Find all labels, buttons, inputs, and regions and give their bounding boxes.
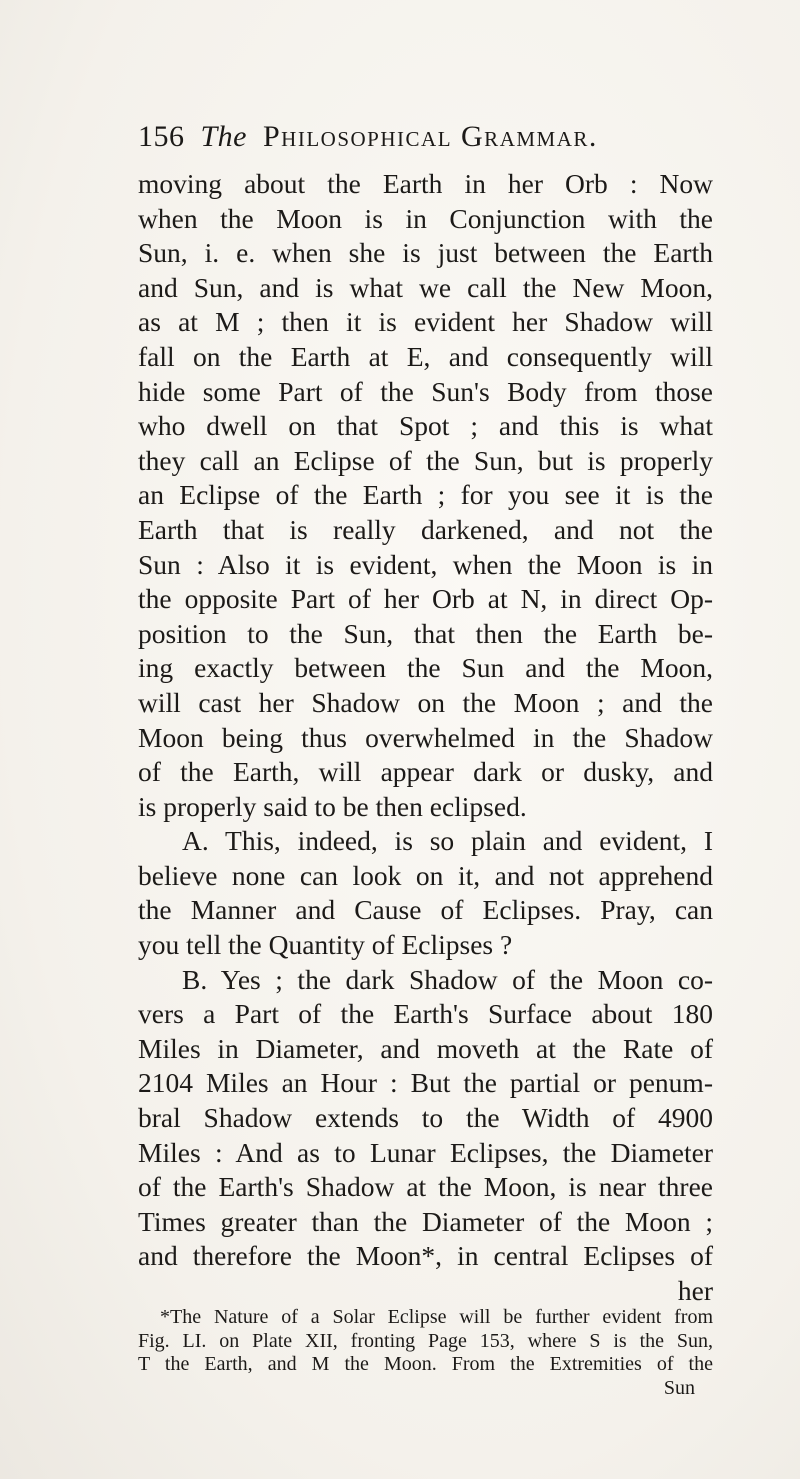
text-line: when the Moon is in Conjunction with the (138, 202, 713, 234)
text-line: the opposite Part of her Orb at N, in direct Op- (138, 583, 713, 615)
text-line: Sun : Also it is evident, when the Moon is in (138, 548, 713, 580)
text-line: Miles : And as to Lunar Eclipses, the Diameter (138, 1136, 713, 1168)
text-line: and Sun, and is what we call the New Moon, (138, 271, 713, 303)
text-line: the Manner and Cause of Eclipses. Pray, can (138, 894, 713, 926)
text-line: fall on the Earth at E, and consequently will (138, 340, 713, 372)
text-line: who dwell on that Spot ; and this is what (138, 410, 713, 442)
text-line: and therefore the Moon*, in central Eclipses of (138, 1240, 713, 1272)
text-line: position to the Sun, that then the Earth be- (138, 617, 713, 649)
footnote (138, 1306, 713, 1401)
text-line: Sun, i. e. when she is just between the Earth (138, 237, 713, 269)
text-line: Miles in Diameter, and moveth at the Rate of (138, 1032, 713, 1064)
text-line: Earth that is really darkened, and not the (138, 513, 713, 545)
text-line: as at M ; then it is evident her Shadow will (138, 306, 713, 338)
text-line: of the Earth's Shadow at the Moon, is near three (138, 1171, 713, 1203)
text-line: an Eclipse of the Earth ; for you see it is the (138, 479, 713, 511)
footnote-catchword: Sun (663, 1377, 695, 1400)
footnote-line: T the Earth, and M the Moon. From the Extremities of the (138, 1353, 713, 1376)
text-line: moving about the Earth in her Orb : Now (138, 168, 713, 199)
text-line: vers a Part of the Earth's Surface about 180 (138, 998, 713, 1030)
footnote-line: *The Nature of a Solar Eclipse will be further evident from (160, 1306, 713, 1328)
page-number: 156 (138, 120, 185, 153)
text-line: Moon being thus overwhelmed in the Shadow (138, 721, 713, 753)
text-line: B. Yes ; the dark Shadow of the Moon co- (182, 963, 713, 995)
text-line: of the Earth, will appear dark or dusky, and (138, 756, 713, 788)
body-text (138, 167, 713, 1309)
text-line: 2104 Miles an Hour : But the partial or penum- (138, 1067, 713, 1099)
text-line: believe none can look on it, and not apprehend (138, 859, 713, 891)
header-article: The (200, 120, 247, 153)
text-line: will cast her Shadow on the Moon ; and the (138, 686, 713, 718)
text-line: Times greater than the Diameter of the Moon ; (138, 1205, 713, 1237)
catchword: her (677, 1275, 713, 1306)
book-title: Philosophical Grammar. (263, 120, 598, 153)
footnote-line: Fig. LI. on Plate XII, fronting Page 153, where S is the Sun, (138, 1329, 713, 1352)
text-line: hide some Part of the Sun's Body from those (138, 375, 713, 407)
text-line: ing exactly between the Sun and the Moon, (138, 652, 713, 684)
running-header (138, 120, 698, 154)
text-line: you tell the Quantity of Eclipses ? (138, 929, 513, 961)
text-line: is properly said to be then eclipsed. (138, 790, 527, 822)
text-line: they call an Eclipse of the Sun, but is properly (138, 444, 713, 476)
text-line: A. This, indeed, is so plain and evident, I (182, 825, 713, 857)
text-line: bral Shadow extends to the Width of 4900 (138, 1102, 713, 1134)
